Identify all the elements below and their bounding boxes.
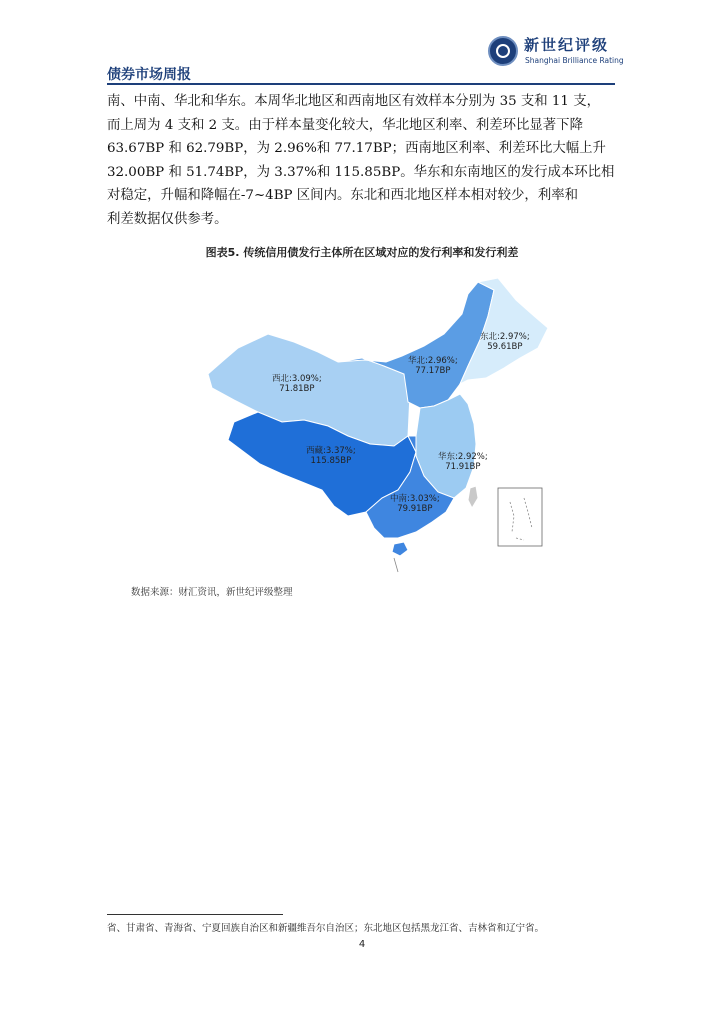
label-southwest xyxy=(306,446,356,466)
body-line: 而上周为 4 支和 2 支。由于样本量变化较大，华北地区利率、利差环比显著下降 xyxy=(107,117,583,133)
china-region-map xyxy=(198,276,558,576)
body-line: 利差数据仅供参考。 xyxy=(107,211,228,227)
northwest-spread: 71.81BP xyxy=(279,384,315,394)
region-taiwan xyxy=(468,486,478,508)
northwest-rate: 西北:3.09%; xyxy=(272,374,322,384)
header-divider xyxy=(107,83,615,85)
label-east xyxy=(438,452,488,472)
body-line: 南、中南、华北和华东。本周华北地区和西南地区有效样本分别为 35 支和 11 支， xyxy=(107,94,600,109)
southwest-spread: 115.85BP xyxy=(310,456,352,466)
data-source-note: 数据来源：财汇资讯，新世纪评级整理 xyxy=(131,587,293,598)
east-rate: 华东:2.92%; xyxy=(438,452,488,462)
central-south-spread: 79.91BP xyxy=(397,504,433,514)
region-hainan xyxy=(392,542,408,556)
central-south-rate: 中南:3.03%; xyxy=(390,494,440,504)
page-number: 4 xyxy=(358,939,366,950)
body-line: 63.67BP 和 62.79BP，为 2.96%和 77.17BP；西南地区利率、利差环比大幅上升 xyxy=(107,141,606,156)
southwest-rate: 西藏:3.37%; xyxy=(306,446,356,456)
body-line: 对稳定，升幅和降幅在-7~4BP 区间内。东北和西北地区样本相对较少，利率和 xyxy=(107,188,578,203)
logo-emblem-icon xyxy=(488,36,518,66)
label-north xyxy=(408,356,458,376)
logo-english-name: Shanghai Brilliance Rating xyxy=(525,56,624,65)
body-paragraph xyxy=(107,90,615,231)
logo-chinese-name: 新世纪评级 xyxy=(524,36,610,54)
south-china-sea-inset xyxy=(498,488,542,546)
body-line: 32.00BP 和 51.74BP，为 3.37%和 115.85BP。华东和东南地区的发行成本环比相 xyxy=(107,164,615,180)
label-northwest xyxy=(272,374,322,394)
northeast-rate: 东北:2.97%; xyxy=(480,332,530,342)
footnote-text: 省、甘肃省、青海省、宁夏回族自治区和新疆维吾尔自治区；东北地区包括黑龙江省、吉林省和辽宁省。 xyxy=(107,923,545,934)
footnote-divider xyxy=(107,914,283,915)
north-spread: 77.17BP xyxy=(415,366,451,376)
east-spread: 71.91BP xyxy=(445,462,481,472)
map-svg xyxy=(198,276,558,576)
report-title: 债券市场周报 xyxy=(107,67,191,83)
border-trail-icon xyxy=(394,558,398,572)
label-northeast xyxy=(480,332,530,352)
company-logo xyxy=(488,34,628,70)
label-central-south xyxy=(390,494,440,514)
figure-caption: 图表5. 传统信用债发行主体所在区域对应的发行利率和发行利差 xyxy=(205,246,519,259)
north-rate: 华北:2.96%; xyxy=(408,356,458,366)
northeast-spread: 59.61BP xyxy=(487,342,523,352)
